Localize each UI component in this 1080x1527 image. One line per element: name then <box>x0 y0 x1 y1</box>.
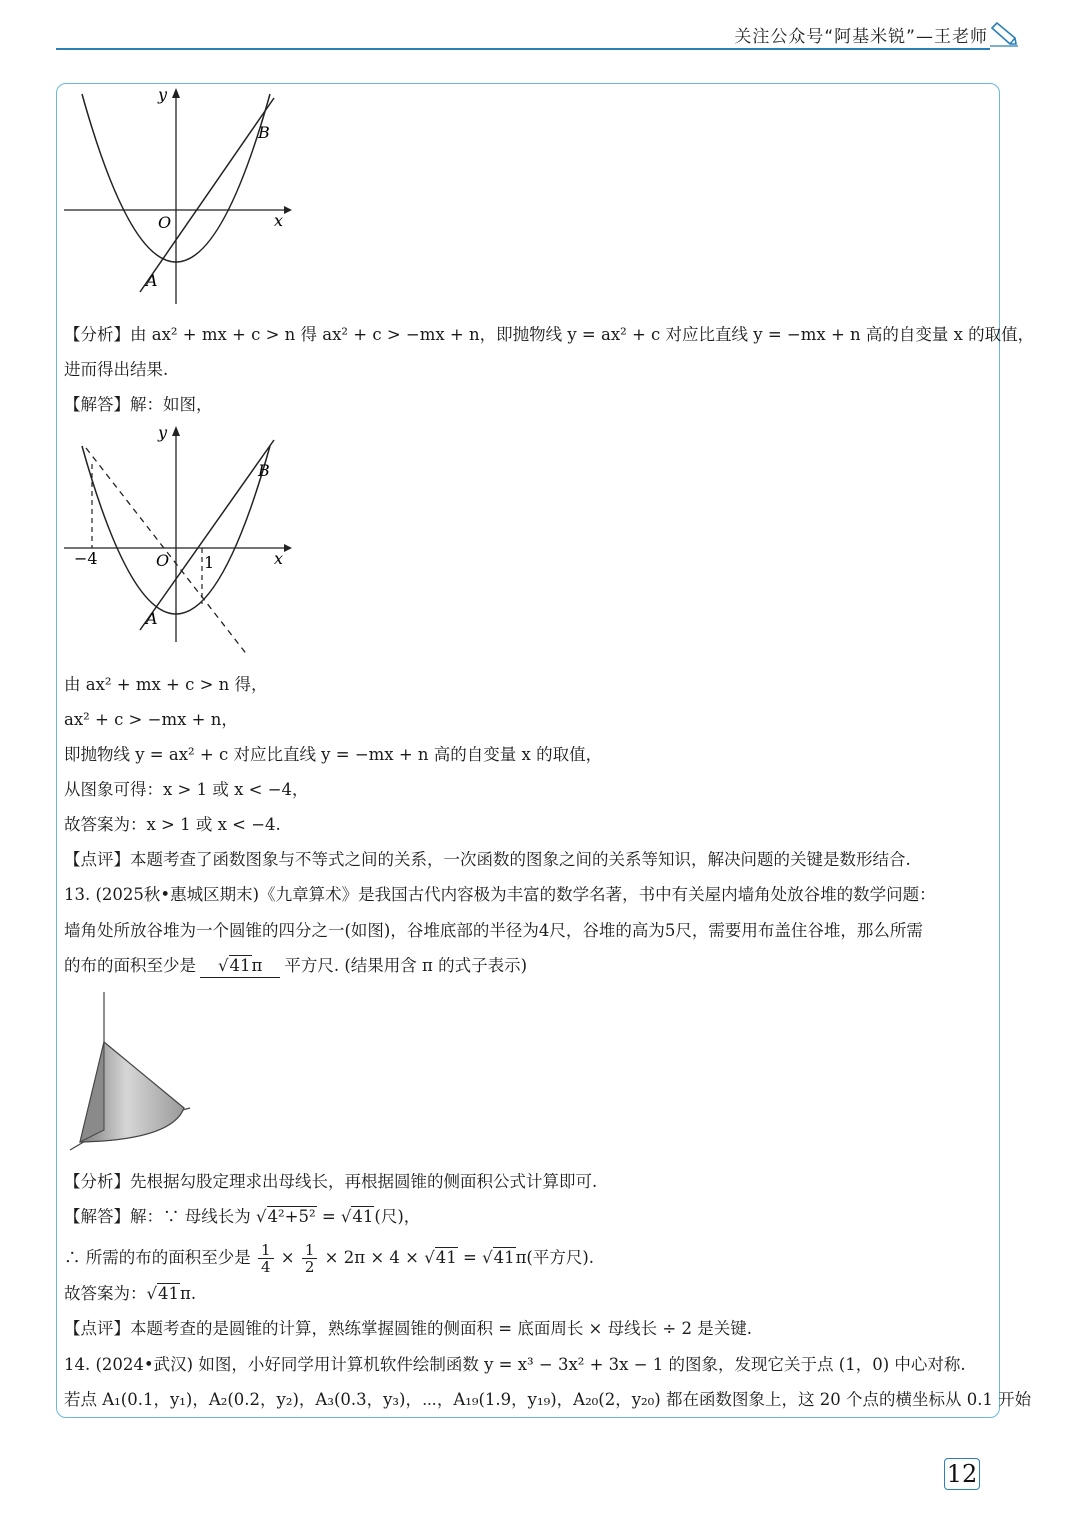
page-number: 12 <box>944 1458 980 1490</box>
q13-analysis: 【分析】先根据勾股定理求出母线长，再根据圆锥的侧面积公式计算即可. <box>64 1172 598 1191</box>
pencil-icon <box>988 22 1020 48</box>
fig2-x-label: x <box>274 549 284 568</box>
fraction-quarter: $\frac{1}{4}$ <box>258 1242 274 1275</box>
q13-stem-1: 13. (2025秋•惠城区期末)《九章算术》是我国古代内容极为丰富的数学名著，书中有关屋内墙角处放谷堆的数学问题： <box>64 885 936 904</box>
fig1-x-label: x <box>274 211 284 230</box>
q13-solution-1: 【解答】解：∵ 母线长为 √4²+5² = √41(尺)， <box>64 1207 421 1226</box>
q13-stem-2: 墙角处所放谷堆为一个圆锥的四分之一(如图)，谷堆底部的半径为4尺，谷堆的高为5尺，需要用布盖住谷堆，那么所需 <box>64 921 923 940</box>
header-title: 关注公众号“阿基米锐”—王老师 <box>734 27 988 47</box>
q14-stem-1: 14. (2024•武汉) 如图，小好同学用计算机软件绘制函数 y = x³ − 3x² + 3x − 1 的图象，发现它关于点 (1，0) 中心对称. <box>64 1355 966 1374</box>
q13-solution-3: 故答案为：√41π. <box>64 1284 197 1303</box>
q13-stem-3 <box>64 955 527 978</box>
q13-stem-3-post: 平方尺. (结果用含 π 的式子表示) <box>284 956 528 975</box>
q12-analysis-cont: 进而得出结果. <box>64 360 169 379</box>
fig2-point-a: A <box>146 609 158 628</box>
q12-step-2: ax² + c > −mx + n， <box>64 710 238 729</box>
fig1-point-b: B <box>258 123 270 142</box>
fig2-tick-neg4: −4 <box>74 549 98 568</box>
q12-step-4: 从图象可得：x > 1 或 x < −4， <box>64 780 309 799</box>
fig1-y-label: y <box>158 86 168 104</box>
q12-step-1: 由 ax² + mx + c > n 得， <box>64 675 268 694</box>
q12-step-3: 即抛物线 y = ax² + c 对应比直线 y = −mx + n 高的自变量 x 的取值， <box>64 745 603 764</box>
q12-step-5: 故答案为：x > 1 或 x < −4. <box>64 815 281 834</box>
q13-comment: 【点评】本题考查的是圆锥的计算，熟练掌握圆锥的侧面积 = 底面周长 × 母线长 ÷ 2 是关键. <box>64 1319 752 1338</box>
fig1-origin-label: O <box>158 213 172 232</box>
fig2-point-b: B <box>258 461 270 480</box>
q12-comment: 【点评】本题考查了函数图象与不等式之间的关系，一次函数的图象之间的关系等知识，解决问题的关键是数形结合. <box>64 850 911 869</box>
fig2-y-label: y <box>158 424 168 442</box>
header-rule <box>56 48 990 50</box>
figure-parabola-line <box>60 86 300 308</box>
fig2-origin-label: O <box>156 551 170 570</box>
q12-analysis: 【分析】由 ax² + mx + c > n 得 ax² + c > −mx + n，即抛物线 y = ax² + c 对应比直线 y = −mx + n 高的自变量 x 的取值， <box>64 325 1035 344</box>
q13-answer-blank: √41π <box>200 955 280 978</box>
q14-stem-2: 若点 A₁(0.1，y₁)，A₂(0.2，y₂)，A₃(0.3，y₃)，⋯，A₁₉(1.9，y₁₉)，A₂₀(2，y₂₀) 都在函数图象上，这 20 个点的横坐标从 0.1 开始 <box>64 1390 1032 1409</box>
figure-solution-graph <box>60 424 300 660</box>
fig2-tick-1: 1 <box>204 553 215 572</box>
q13-solution-2: ∴ 所需的布的面积至少是 $\frac{1}{4}$ × $\frac{1}{2}$ × 2π × 4 × √41 = √41π(平方尺). <box>64 1241 595 1276</box>
q13-stem-3-pre: 的布的面积至少是 <box>64 956 196 975</box>
figure-quarter-cone <box>62 990 202 1160</box>
fig1-point-a: A <box>146 271 158 290</box>
q12-solution-head: 【解答】解：如图， <box>64 395 213 414</box>
fraction-half: $\frac{1}{2}$ <box>302 1242 318 1275</box>
